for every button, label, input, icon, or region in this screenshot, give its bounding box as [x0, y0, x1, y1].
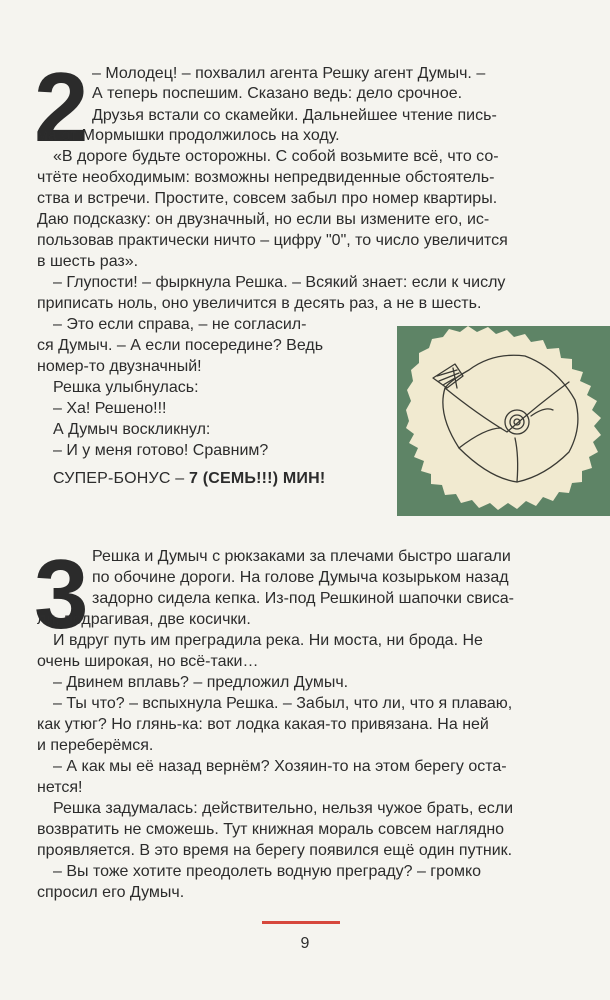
- page-number: 9: [300, 935, 310, 952]
- s2-line: – И у меня готово! Сравним?: [53, 442, 269, 459]
- envelope-illustration: [397, 326, 610, 516]
- s2-line: – Это если справа, – не согласил-: [53, 316, 307, 333]
- s3-line: по обочине дороги. На голове Думыча козырьком назад: [92, 569, 509, 586]
- s2-line: «В дороге будьте осторожны. С собой возьмите всё, что со-: [53, 148, 499, 165]
- s2-line: ства и встречи. Простите, совсем забыл про номер квартиры.: [37, 190, 498, 207]
- s3-line: ли, подрагивая, две косички.: [37, 611, 251, 628]
- footer-divider: [262, 921, 340, 924]
- s3-line: очень широкая, но всё-таки…: [37, 653, 259, 670]
- s3-line: спросил его Думыч.: [37, 884, 185, 901]
- s3-line: проявляется. В это время на берегу появился ещё один путник.: [37, 842, 513, 859]
- s2-line: приписать ноль, оно увеличится в десять раз, а не в шесть.: [37, 295, 482, 312]
- s2-line: пользовав практически ничто – цифру "0", то число увеличится: [37, 232, 508, 249]
- s3-line: И вдруг путь им преградила река. Ни моста, ни брода. Не: [53, 632, 483, 649]
- super-bonus-label: СУПЕР-БОНУС –: [53, 470, 185, 487]
- s3-line: как утюг? Но глянь-ка: вот лодка какая-то привязана. На ней: [37, 716, 489, 733]
- super-bonus: [53, 469, 325, 489]
- s2-line: Даю подсказку: он двузначный, но если вы измените его, ис-: [37, 211, 490, 228]
- s2-line: Решка улыбнулась:: [53, 379, 199, 396]
- paper-patch: [406, 326, 601, 510]
- s3-line: нется!: [37, 779, 83, 796]
- s2-line: А Думыч воскликнул:: [53, 421, 211, 438]
- s3-line: задорно сидела кепка. Из-под Решкиной шапочки свиса-: [92, 590, 514, 607]
- s2-line: Друзья встали со скамейки. Дальнейшее чтение пись-: [92, 107, 497, 124]
- s3-line: – Ты что? – вспыхнула Решка. – Забыл, что ли, что я плаваю,: [53, 695, 513, 712]
- s3-line: Решка задумалась: действительно, нельзя чужое брать, если: [53, 800, 514, 817]
- s2-line: – Молодец! – похвалил агента Решку агент Думыч. –: [92, 65, 486, 82]
- s2-line: – Глупости! – фыркнула Решка. – Всякий знает: если к числу: [53, 274, 506, 291]
- s3-line: возвратить не сможешь. Тут книжная мораль совсем наглядно: [37, 821, 505, 838]
- s3-line: Решка и Думыч с рюкзаками за плечами быстро шагали: [92, 548, 511, 565]
- s2-line: ма от Мормышки продолжилось на ходу.: [37, 127, 340, 144]
- s2-line: ся Думыч. – А если посередине? Ведь: [37, 337, 324, 354]
- s2-line: в шесть раз».: [37, 253, 139, 270]
- s3-line: – Двинем вплавь? – предложил Думыч.: [53, 674, 349, 691]
- super-bonus-value: 7 (СЕМЬ!!!) МИН!: [189, 470, 326, 487]
- s2-line: номер-то двузначный!: [37, 358, 202, 375]
- section-number-2: 2: [34, 52, 89, 162]
- s3-line: и переберёмся.: [37, 737, 154, 754]
- s3-line: – Вы тоже хотите преодолеть водную преграду? – громко: [53, 863, 482, 880]
- section-number-3: 3: [34, 539, 89, 649]
- s2-line: – Ха! Решено!!!: [53, 400, 167, 417]
- s2-line: чтёте необходимым: возможны непредвиденные обстоятель-: [37, 169, 495, 186]
- envelope-icon: [397, 326, 610, 516]
- s3-line: – А как мы её назад вернём? Хозяин-то на этом берегу оста-: [53, 758, 507, 775]
- s2-line: А теперь поспешим. Сказано ведь: дело срочное.: [92, 85, 463, 102]
